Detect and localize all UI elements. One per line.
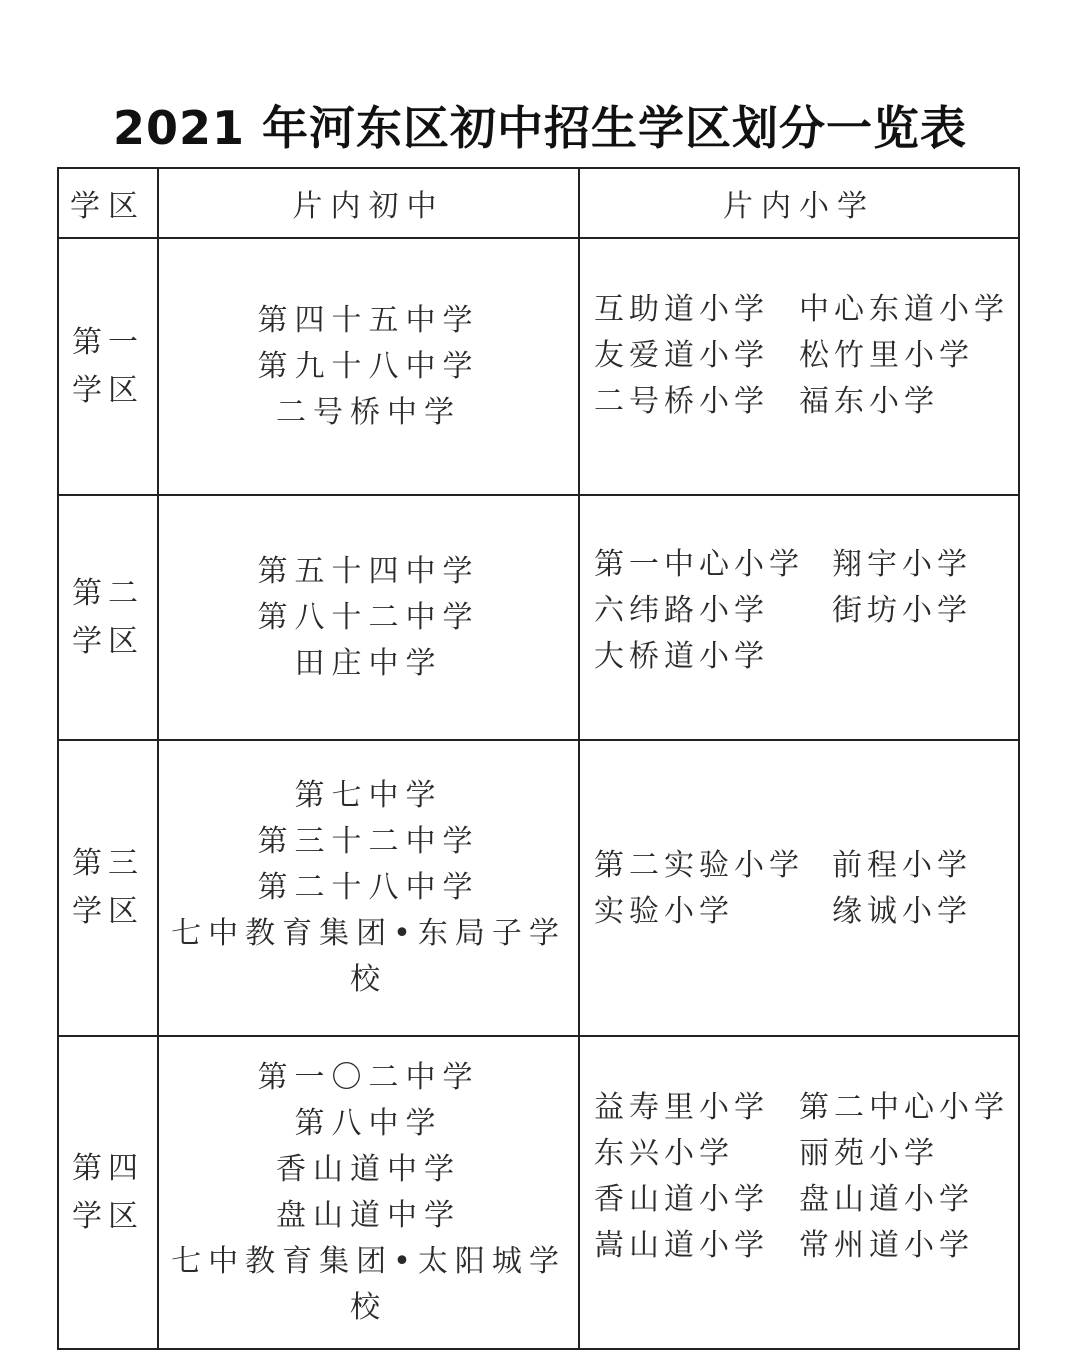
primary-schools-cell xyxy=(579,1036,1019,1349)
school-district-table xyxy=(57,167,1020,1350)
primary-school: 二号桥小学 xyxy=(594,384,769,419)
primary-school: 前程小学 xyxy=(832,848,972,883)
header-zone: 学区 xyxy=(58,168,158,238)
middle-school: 第七中学 xyxy=(294,778,443,813)
zone-label xyxy=(58,740,158,1036)
middle-school: 第八十二中学 xyxy=(257,599,480,635)
middle-school: 田庄中学 xyxy=(294,645,443,681)
primary-school: 松竹里小学 xyxy=(799,338,974,373)
primary-school: 第二中心小学 xyxy=(799,1090,1009,1125)
zone-label-line: 第二 xyxy=(72,575,144,611)
primary-school: 翔宇小学 xyxy=(832,547,972,582)
primary-school: 友爱道小学 xyxy=(594,338,769,373)
zone-label xyxy=(58,238,158,495)
primary-school: 盘山道小学 xyxy=(799,1182,974,1217)
primary-school: 缘诚小学 xyxy=(832,894,972,929)
middle-school: 七中教育集团•东局子学校 xyxy=(171,916,566,997)
zone-label-line: 学区 xyxy=(72,623,144,659)
middle-school: 第九十八中学 xyxy=(257,348,480,384)
primary-school: 大桥道小学 xyxy=(594,639,769,674)
zone-label xyxy=(58,1036,158,1349)
middle-schools-cell xyxy=(158,238,579,495)
primary-school: 互助道小学 xyxy=(594,292,769,327)
primary-school: 丽苑小学 xyxy=(799,1136,939,1171)
table-row xyxy=(58,1036,1019,1349)
primary-school: 东兴小学 xyxy=(594,1136,734,1171)
primary-school: 中心东道小学 xyxy=(799,292,1009,327)
table-row xyxy=(58,238,1019,495)
primary-school: 第二实验小学 xyxy=(594,848,804,883)
page-title: 2021 年河东区初中招生学区划分一览表 xyxy=(112,101,968,155)
middle-school: 第四十五中学 xyxy=(257,302,480,338)
primary-school: 街坊小学 xyxy=(832,593,972,628)
zone-label xyxy=(58,495,158,740)
primary-school: 常州道小学 xyxy=(799,1228,974,1263)
table-row xyxy=(58,740,1019,1036)
primary-schools-cell xyxy=(579,740,1019,1036)
table-header-row xyxy=(58,168,1019,238)
primary-school: 福东小学 xyxy=(799,384,939,419)
middle-school: 七中教育集团•太阳城学校 xyxy=(171,1243,566,1325)
primary-school: 第一中心小学 xyxy=(594,547,804,582)
zone-label-line: 学区 xyxy=(72,1198,144,1234)
primary-school: 香山道小学 xyxy=(594,1182,769,1217)
zone-label-line: 第三 xyxy=(72,846,144,881)
middle-school: 盘山道中学 xyxy=(276,1197,461,1233)
table-row xyxy=(58,495,1019,740)
primary-school: 实验小学 xyxy=(594,894,734,929)
primary-school: 六纬路小学 xyxy=(594,593,769,628)
middle-schools-cell xyxy=(158,495,579,740)
zone-label-line: 学区 xyxy=(72,894,144,929)
primary-schools-cell xyxy=(579,495,1019,740)
middle-school: 香山道中学 xyxy=(276,1151,461,1187)
header-primary-schools: 片内小学 xyxy=(579,168,1019,238)
middle-school: 第二十八中学 xyxy=(257,870,480,905)
middle-school: 第一〇二中学 xyxy=(257,1059,480,1095)
zone-label-line: 第四 xyxy=(72,1150,144,1186)
middle-schools-cell xyxy=(158,740,579,1036)
primary-school: 嵩山道小学 xyxy=(594,1228,769,1263)
header-middle-schools: 片内初中 xyxy=(158,168,579,238)
primary-school: 益寿里小学 xyxy=(594,1090,769,1125)
middle-school: 第三十二中学 xyxy=(257,824,480,859)
middle-school: 第五十四中学 xyxy=(257,553,480,589)
middle-school: 二号桥中学 xyxy=(276,394,461,430)
primary-schools-cell xyxy=(579,238,1019,495)
zone-label-line: 学区 xyxy=(72,372,144,408)
zone-label-line: 第一 xyxy=(72,324,144,360)
middle-schools-cell xyxy=(158,1036,579,1349)
middle-school: 第八中学 xyxy=(294,1105,443,1141)
